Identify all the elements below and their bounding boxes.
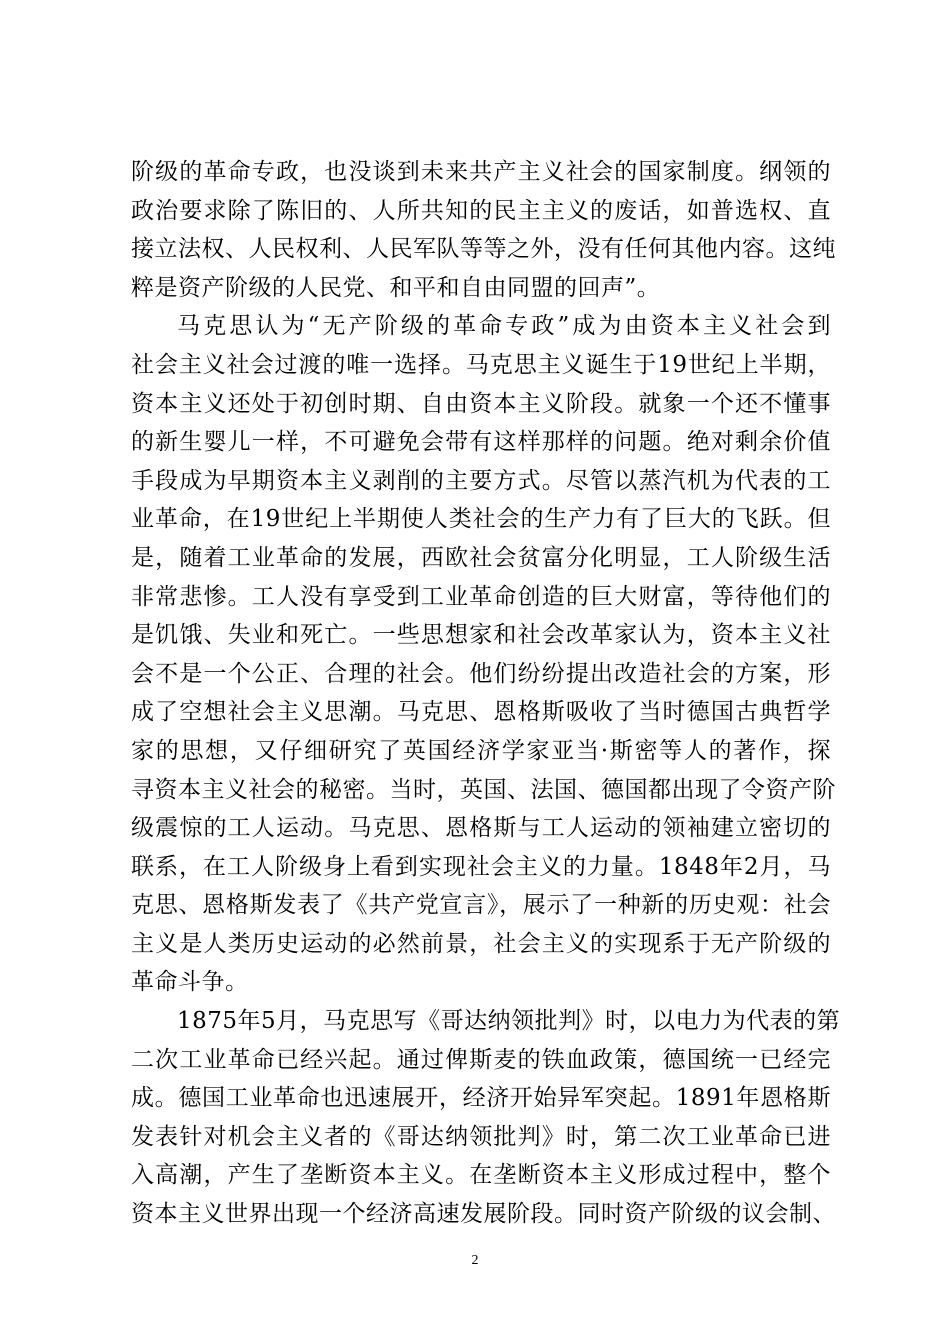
paragraph-2 <box>131 307 836 1002</box>
text-line: 资本主义世界出现一个经济高速发展阶段。同时资产阶级的议会制、 <box>131 1201 836 1228</box>
text-line: 革命斗争。 <box>131 969 249 996</box>
text-line: 非常悲惨。工人没有享受到工业革命创造的巨大财富，等待他们的 <box>131 583 831 610</box>
text-line: 的新生婴儿一样，不可避免会带有这样那样的问题。绝对剩余价值 <box>131 429 831 456</box>
paragraph-3 <box>131 1002 841 1234</box>
text-line: 粹是资产阶级的人民党、和平和自由同盟的回声”。 <box>131 274 661 301</box>
text-line: 1875年5月，马克思写《哥达纳领批判》时，以电力为代表的第 <box>177 1008 841 1035</box>
text-line: 成。德国工业革命也迅速展开，经济开始异军突起。1891年恩格斯 <box>131 1085 831 1112</box>
text-line: 政治要求除了陈旧的、人所共知的民主主义的废话，如普选权、直 <box>131 197 831 224</box>
text-line: 是，随着工业革命的发展，西欧社会贫富分化明显，工人阶级生活 <box>131 544 831 571</box>
text-line: 寻资本主义社会的秘密。当时，英国、法国、德国都出现了令资产阶 <box>131 776 836 803</box>
document-body <box>131 153 841 1234</box>
text-line: 联系，在工人阶级身上看到实现社会主义的力量。1848年2月，马 <box>131 853 831 880</box>
text-line: 手段成为早期资本主义剥削的主要方式。尽管以蒸汽机为代表的工 <box>131 467 831 494</box>
text-line: 发表针对机会主义者的《哥达纳领批判》时，第二次工业革命已进 <box>131 1123 831 1150</box>
text-line: 入高潮，产生了垄断资本主义。在垄断资本主义形成过程中，整个 <box>131 1162 831 1189</box>
text-line: 成了空想社会主义思潮。马克思、恩格斯吸收了当时德国古典哲学 <box>131 699 831 726</box>
text-line: 业革命，在19世纪上半期使人类社会的生产力有了巨大的飞跃。但 <box>131 506 831 533</box>
text-line: 接立法权、人民权利、人民军队等等之外，没有任何其他内容。这纯 <box>131 236 836 263</box>
page-number: 2 <box>471 1253 479 1268</box>
text-line: 阶级的革命专政，也没谈到未来共产主义社会的国家制度。纲领的 <box>131 159 831 185</box>
text-line: 马克思认为“无产阶级的革命专政”成为由资本主义社会到 <box>177 313 831 340</box>
text-line: 是饥饿、失业和死亡。一些思想家和社会改革家认为，资本主义社 <box>131 622 831 649</box>
text-line: 克思、恩格斯发表了《共产党宣言》，展示了一种新的历史观：社会 <box>131 892 831 919</box>
text-line: 社会主义社会过渡的唯一选择。马克思主义诞生于19世纪上半期， <box>131 351 831 378</box>
text-line: 级震惊的工人运动。马克思、恩格斯与工人运动的领袖建立密切的 <box>131 815 831 842</box>
text-line: 家的思想，又仔细研究了英国经济学家亚当·斯密等人的著作，探 <box>131 737 831 764</box>
text-line: 二次工业革命已经兴起。通过俾斯麦的铁血政策，德国统一已经完 <box>131 1046 831 1073</box>
text-line: 资本主义还处于初创时期、自由资本主义阶段。就象一个还不懂事 <box>131 390 831 417</box>
text-line: 会不是一个公正、合理的社会。他们纷纷提出改造社会的方案，形 <box>131 660 831 687</box>
text-line: 主义是人类历史运动的必然前景，社会主义的实现系于无产阶级的 <box>131 930 831 957</box>
paragraph-1 <box>131 153 836 307</box>
